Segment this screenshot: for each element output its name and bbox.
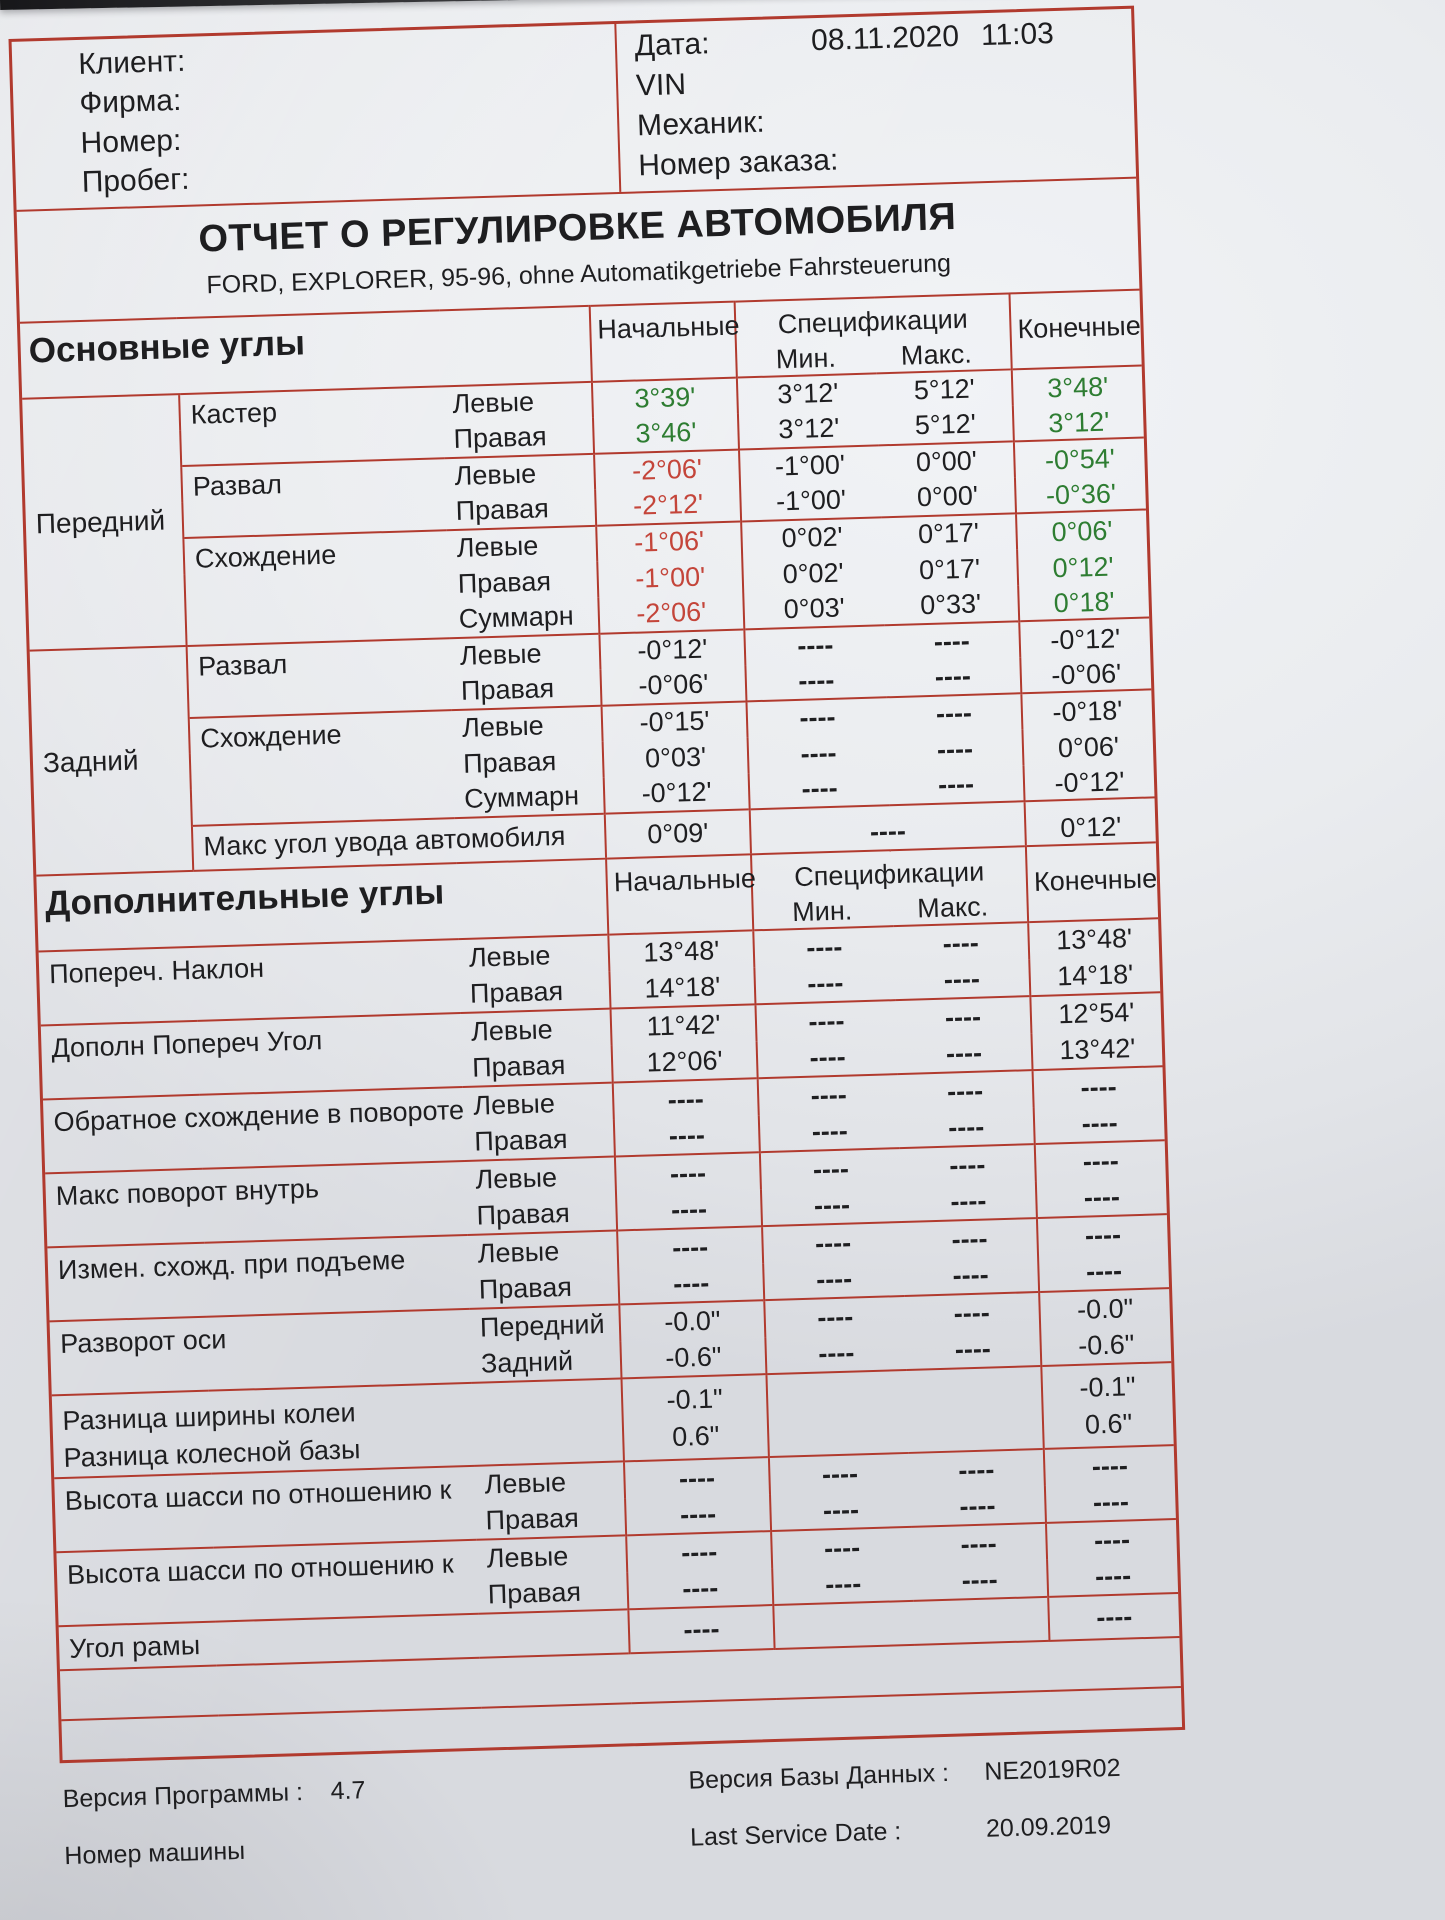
side-label: Правая <box>487 1576 582 1609</box>
parameter-label: Схождение <box>183 530 449 646</box>
final-value: 0°06' <box>1022 725 1153 765</box>
additional-angles-table <box>36 841 1182 1760</box>
final-value: -0°12' <box>1019 617 1150 657</box>
side-label: Передний <box>469 1304 620 1345</box>
spec-min-value: ---- <box>744 625 885 665</box>
date-label: Дата: <box>634 27 710 63</box>
spec-max-value: ---- <box>900 1144 1036 1185</box>
final-value: -0.0" <box>1039 1288 1170 1329</box>
side-label: Правая <box>455 493 550 526</box>
spec-max-value: ---- <box>893 922 1029 963</box>
final-value: ---- <box>1038 1251 1169 1292</box>
spec-min-value: 3°12' <box>737 373 878 413</box>
min-header-label: Мин. <box>791 895 853 928</box>
spec-min-value: ---- <box>762 1222 903 1263</box>
min-header-label: Мин. <box>775 342 837 375</box>
number-label: Номер: <box>80 123 182 160</box>
column-header-spec <box>751 846 1028 930</box>
parameter-label: Высота шасси по отношению к <box>56 1540 478 1626</box>
initial-value: 0°03' <box>603 737 749 777</box>
spec-min-value: 3°12' <box>738 409 879 449</box>
mechanic-label: Механик: <box>636 105 766 143</box>
side-label: Правая <box>476 1197 571 1231</box>
spec-min-value: 0°02' <box>741 517 882 557</box>
initial-value: -0°12' <box>599 629 745 669</box>
firm-label: Фирма: <box>78 84 182 121</box>
final-value: 12°54' <box>1030 992 1161 1033</box>
initial-value: ---- <box>616 1189 762 1230</box>
side-label: Левые <box>446 526 597 566</box>
parameter-label: Макс поворот внутрь <box>45 1161 467 1247</box>
final-value: 0°12' <box>1025 797 1156 845</box>
final-value: ---- <box>1045 1482 1176 1523</box>
initial-value: ---- <box>628 1605 774 1653</box>
spec-max-value: ---- <box>945 1037 983 1069</box>
side-label: Левые <box>449 634 600 674</box>
spec-max-value: ---- <box>911 1523 1047 1564</box>
initial-value: 14°18' <box>609 967 755 1008</box>
section-title: Дополнительные углы <box>44 872 445 924</box>
spec-max-value: ---- <box>895 996 1031 1037</box>
alignment-report-sheet <box>8 6 1188 1872</box>
initial-value: -2°12' <box>595 486 741 526</box>
initial-value: ---- <box>615 1152 761 1193</box>
spec-min-value: ---- <box>758 1074 899 1115</box>
parameter-label: Разворот оси <box>50 1309 472 1395</box>
max-header-label: Макс. <box>900 338 973 371</box>
side-label: Левые <box>465 1157 616 1198</box>
parameter-label: Угол рамы <box>59 1609 630 1670</box>
spec-min-value: 0°03' <box>743 589 884 629</box>
final-value: -0°54' <box>1014 438 1145 478</box>
database-version-value: NE2019R02 <box>983 1753 1121 1786</box>
spec-min-value: ---- <box>771 1527 912 1568</box>
side-label: Правая <box>473 1123 568 1157</box>
final-value: -0.6" <box>1040 1325 1171 1366</box>
track-width-diff-label: Разница ширины колеи <box>62 1397 357 1437</box>
side-label: Левые <box>474 1461 625 1502</box>
spec-max-value: ---- <box>884 621 1020 661</box>
time-text: 11:03 <box>980 17 1055 53</box>
car-number-label: Номер машины <box>64 1836 246 1871</box>
initial-value: ---- <box>618 1263 764 1304</box>
initial-value: -0°06' <box>600 665 746 705</box>
spec-max-value: ---- <box>909 1449 1045 1490</box>
initial-value: ---- <box>627 1568 773 1609</box>
final-value: 13°42' <box>1031 1029 1162 1070</box>
side-label: Левые <box>467 1230 618 1271</box>
column-header-final: Конечные <box>1026 842 1158 922</box>
column-header-initial: Начальные <box>590 302 737 382</box>
final-value: ---- <box>1036 1177 1167 1218</box>
final-value: -0°18' <box>1021 689 1152 729</box>
side-label: Правая <box>471 1049 566 1083</box>
initial-value: ---- <box>624 1457 770 1498</box>
spec-header-label: Спецификации <box>777 303 969 340</box>
spec-empty-cell <box>766 1366 1043 1457</box>
date-value <box>811 17 1055 58</box>
initial-value: -2°06' <box>598 593 744 633</box>
column-header-initial: Начальные <box>606 854 753 934</box>
spec-max-value: ---- <box>937 768 975 800</box>
final-value: ---- <box>1035 1140 1166 1181</box>
spec-max-value: 5°12' <box>877 369 1013 409</box>
side-label: Суммарн <box>463 780 580 814</box>
mileage-label: Пробег: <box>81 162 190 199</box>
parameter-label <box>52 1383 474 1478</box>
spec-max-value: 5°12' <box>914 408 977 441</box>
parameter-label: Обратное схождение в повороте <box>43 1087 465 1173</box>
last-service-value: 20.09.2019 <box>985 1811 1112 1843</box>
side-label: Правая <box>485 1502 580 1536</box>
program-version-label: Версия Программы : <box>62 1778 304 1814</box>
final-line1: -0.1" <box>1078 1370 1136 1403</box>
date-line <box>634 15 1118 63</box>
report-footer <box>60 1752 1188 1871</box>
parameter-label: Развал <box>187 638 452 718</box>
final-value: ---- <box>1033 1066 1164 1107</box>
spec-min-value: -1°00' <box>740 481 881 521</box>
spec-min-value: ---- <box>772 1564 913 1605</box>
spec-min-value: ---- <box>753 926 894 967</box>
initial-value: ---- <box>626 1531 772 1572</box>
photo-top-shadow <box>0 0 1145 10</box>
final-value: 3°48' <box>1012 366 1143 406</box>
initial-value: ---- <box>625 1494 771 1535</box>
spec-min-value: ---- <box>757 1037 898 1078</box>
initial-value: ---- <box>613 1078 759 1119</box>
final-value: ---- <box>1044 1445 1175 1486</box>
initial-value: 12°06' <box>612 1041 758 1082</box>
final-value <box>1041 1362 1173 1449</box>
spec-max-value: ---- <box>959 1489 996 1521</box>
initial-value: 3°46' <box>593 414 739 454</box>
vehicle-subtitle: FORD, EXPLORER, 95-96, ohne Automatikgetriebe Fahrsteuerung <box>206 249 952 300</box>
spec-value: ---- <box>750 801 1026 853</box>
side-label: Правая <box>478 1271 573 1305</box>
spec-max-value: ---- <box>954 1332 992 1365</box>
initial-value: 0°09' <box>605 809 751 857</box>
program-version-value: 4.7 <box>330 1776 366 1806</box>
spec-max-value: 0°00' <box>916 480 979 513</box>
initial-value: ---- <box>614 1115 760 1156</box>
axle-label-rear: Задний <box>30 646 194 875</box>
spec-min-value: 0°02' <box>742 553 883 593</box>
report-title: ОТЧЕТ О РЕГУЛИРОВКЕ АВТОМОБИЛЯ <box>197 195 957 261</box>
side-label: Правая <box>453 421 548 454</box>
side-label: Левые <box>458 935 609 976</box>
spec-max-value: ---- <box>947 1111 985 1143</box>
order-fields <box>616 9 1136 192</box>
spec-min-value: ---- <box>748 733 889 773</box>
spec-min-value: ---- <box>770 1490 911 1531</box>
side-label: Левые <box>452 706 603 746</box>
customer-fields <box>12 24 622 210</box>
side-label: Левые <box>476 1535 627 1576</box>
spec-min-value: ---- <box>754 963 895 1004</box>
spec-min-value: ---- <box>749 769 890 809</box>
side-label: Суммарн <box>458 600 575 634</box>
initial-value <box>622 1374 769 1461</box>
axle-label-front: Передний <box>22 394 186 651</box>
final-value: -0°36' <box>1015 474 1146 514</box>
spec-max-value: 0°17' <box>881 513 1017 553</box>
section-title: Основные углы <box>28 323 306 371</box>
spec-max-value: 0°33' <box>919 588 982 621</box>
initial-value: 3°39' <box>592 378 738 418</box>
initial-value: -0.0" <box>619 1300 765 1341</box>
side-label: Правая <box>462 745 557 779</box>
side-label: Правая <box>457 565 552 599</box>
spec-min-value: ---- <box>745 661 886 701</box>
spec-max-value: ---- <box>904 1292 1040 1333</box>
final-value: 3°12' <box>1013 402 1144 442</box>
side-label: Задний <box>480 1345 574 1379</box>
parameter-label: Измен. схожд. при подъеме <box>47 1235 469 1321</box>
vin-label: VIN <box>635 67 687 103</box>
initial-value: -0°15' <box>602 701 748 741</box>
max-header-label: Макс. <box>916 891 989 924</box>
final-value: ---- <box>1047 1556 1178 1597</box>
final-value: 0°18' <box>1018 581 1149 621</box>
spec-min-value: ---- <box>760 1148 901 1189</box>
final-value: 0°12' <box>1017 545 1148 585</box>
final-value: -0°06' <box>1020 653 1151 693</box>
initial-value: ---- <box>617 1226 763 1267</box>
initial-value: 13°48' <box>608 930 754 971</box>
client-label: Клиент: <box>77 44 186 81</box>
spec-min-value: ---- <box>763 1259 904 1300</box>
final-line2: 0.6" <box>1084 1407 1133 1440</box>
spec-min-value: ---- <box>764 1296 905 1337</box>
side-label <box>472 1378 624 1465</box>
column-header-final: Конечные <box>1010 290 1142 370</box>
spec-header-label: Спецификации <box>793 856 985 893</box>
database-version-label: Версия Базы Данных : <box>688 1758 950 1795</box>
side-label: Левые <box>442 382 593 422</box>
spec-min-value: ---- <box>755 1000 896 1041</box>
final-value: ---- <box>1034 1103 1165 1144</box>
final-value: -0°12' <box>1024 761 1155 801</box>
last-service-label: Last Service Date : <box>689 1817 902 1852</box>
initial-line2: 0.6" <box>671 1420 720 1452</box>
spec-min-value: ---- <box>765 1333 906 1374</box>
spec-min-value: ---- <box>746 697 887 737</box>
final-value: 14°18' <box>1029 955 1160 996</box>
side-label: Правая <box>469 975 564 1009</box>
column-header-spec <box>735 293 1012 377</box>
final-value: 13°48' <box>1028 918 1159 959</box>
spec-min-value: -1°00' <box>739 445 880 485</box>
spec-max-value: ---- <box>943 963 981 995</box>
initial-value: -1°00' <box>597 557 743 597</box>
spec-max-value: 0°17' <box>918 553 981 586</box>
spec-min-value: ---- <box>769 1453 910 1494</box>
spec-max-value: ---- <box>902 1218 1038 1259</box>
side-label: Левые <box>461 1009 612 1050</box>
order-number-label: Номер заказа: <box>637 143 839 183</box>
spec-min-value: ---- <box>761 1185 902 1226</box>
spec-min-value: ---- <box>759 1111 900 1152</box>
final-value: ---- <box>1046 1519 1177 1560</box>
spec-max-value: ---- <box>949 1185 987 1217</box>
date-text: 08.11.2020 <box>810 19 960 58</box>
final-value: ---- <box>1037 1214 1168 1255</box>
report-header <box>12 9 1137 212</box>
spec-max-value: ---- <box>936 733 974 765</box>
side-label: Правая <box>460 673 555 706</box>
spec-max-value: 0°00' <box>879 441 1015 481</box>
initial-value: -0.6" <box>620 1337 766 1378</box>
spec-max-value: ---- <box>952 1259 990 1291</box>
side-label: Левые <box>463 1083 614 1124</box>
spec-max-value: ---- <box>961 1563 999 1595</box>
final-value: 0°06' <box>1016 509 1147 549</box>
final-value: ---- <box>1048 1593 1179 1641</box>
page-frame <box>8 6 1185 1764</box>
parameter-label: Кастер <box>179 386 444 466</box>
parameter-label: Схождение <box>189 710 455 826</box>
wheel-base-diff-label: Разница колесной базы <box>63 1434 361 1474</box>
initial-value: 11°42' <box>611 1004 757 1045</box>
parameter-label: Дополн Попереч Угол <box>41 1013 463 1099</box>
footer-spacer <box>332 1824 691 1864</box>
spec-max-value: ---- <box>934 660 972 692</box>
spec-max-value: ---- <box>898 1070 1034 1111</box>
initial-value: -2°06' <box>594 450 740 490</box>
parameter-label: Попереч. Наклон <box>39 939 461 1025</box>
initial-value: -0°12' <box>604 773 750 813</box>
side-label: Левые <box>444 454 595 494</box>
parameter-label: Макс угол увода автомобиля <box>192 814 606 870</box>
basic-angles-table <box>20 289 1156 875</box>
parameter-label: Развал <box>181 458 446 538</box>
parameter-label: Высота шасси по отношению к <box>54 1466 476 1552</box>
initial-line1: -0.1" <box>666 1382 724 1415</box>
initial-value: -1°06' <box>596 522 742 562</box>
spec-max-value: ---- <box>886 693 1022 733</box>
